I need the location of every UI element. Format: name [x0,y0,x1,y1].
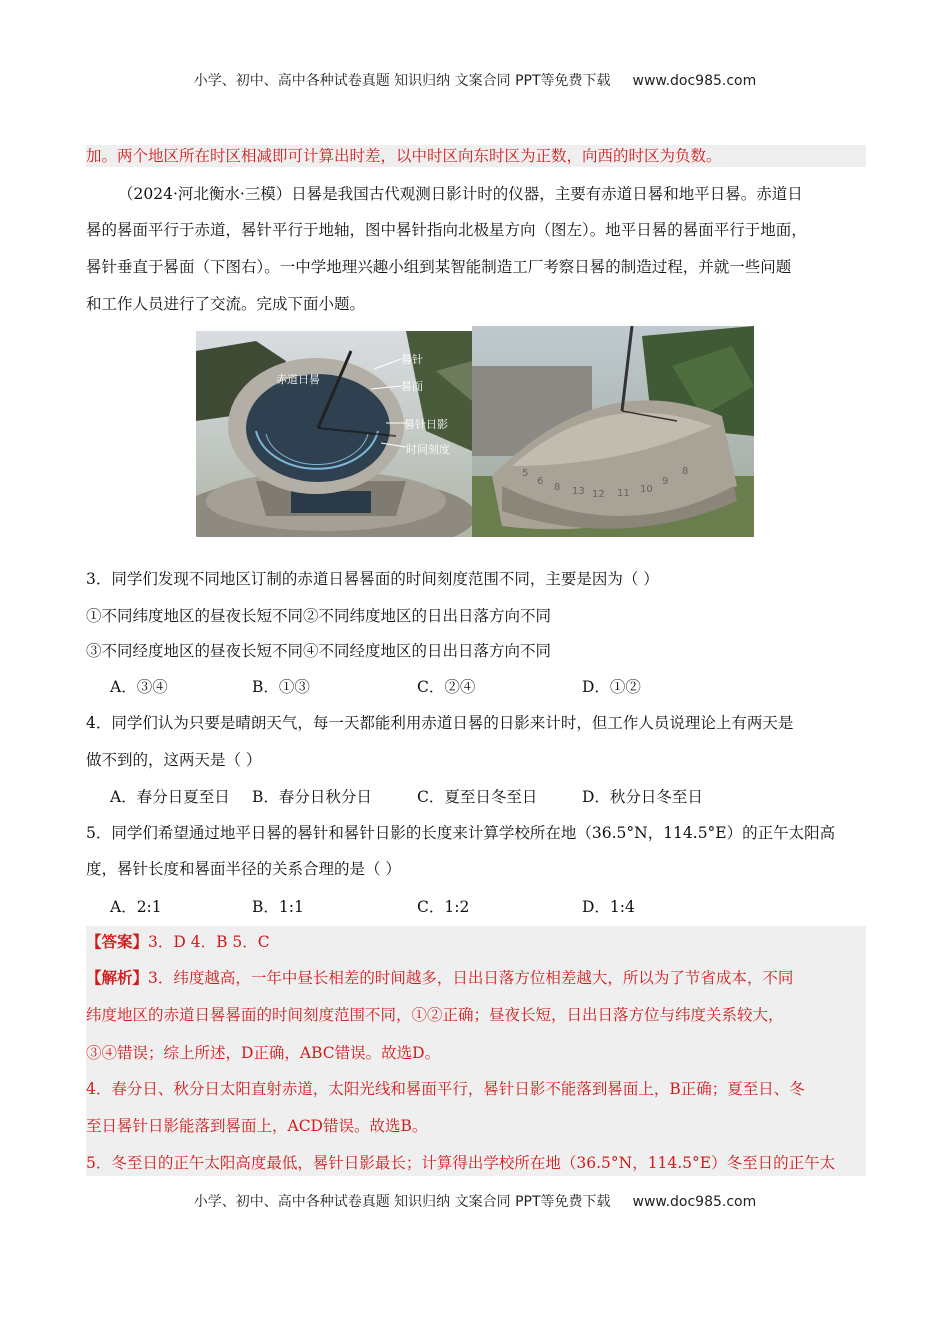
equatorial-sundial-illustration [196,331,472,537]
q4-option-b[interactable]: B．春分日秋分日 [252,788,372,806]
svg-text:10: 10 [640,484,653,495]
q5-option-b[interactable]: B．1:1 [252,898,304,916]
answer-text: 3．D 4．B 5．C [148,933,270,951]
intro-continued: 加。两个地区所在时区相减即可计算出时差，以中时区向东时区为正数，向西的时区为负数。 [86,145,866,167]
q4-options [0,786,950,808]
analysis-text-1: 3．纬度越高，一年中昼长相差的时间越多，日出日落方位相差越大，所以为了节省成本，不同 [148,969,794,987]
q3-line2: ①不同纬度地区的昼夜长短不同②不同纬度地区的日出日落方向不同 [86,607,552,625]
analysis-line-3: ③④错误；综上所述，D正确，ABC错误。故选D。 [86,1044,441,1062]
footer-url[interactable]: www.doc985.com [632,1194,757,1210]
footer-text: 小学、初中、高中各种试卷真题 知识归纳 文案合同 PPT等免费下载 [193,1194,611,1210]
equatorial-sundial-photo [196,331,472,537]
passage-line-2: 晷的晷面平行于赤道，晷针平行于地轴，图中晷针指向北极星方向（图左）。地平日晷的晷面平行于地面， [86,221,807,239]
svg-text:8: 8 [682,466,689,477]
analysis-line-4: 4．春分日、秋分日太阳直射赤道，太阳光线和晷面平行，晷针日影不能落到晷面上，B正确；夏至日、冬 [86,1080,805,1098]
q3-options [0,676,950,698]
svg-text:13: 13 [572,486,585,497]
passage-line-1: （2024·河北衡水·三模）日晷是我国古代观测日影计时的仪器，主要有赤道日晷和地平日晷。赤道日 [118,185,803,203]
q5-option-a[interactable]: A．2:1 [110,898,162,916]
q5-options [0,896,950,918]
header-url[interactable]: www.doc985.com [632,73,757,89]
q3-option-c[interactable]: C．②④ [417,678,476,696]
q4-option-d[interactable]: D．秋分日冬至日 [582,788,703,806]
passage-line-4: 和工作人员进行了交流。完成下面小题。 [86,295,366,313]
label-shadow: 晷针日影 [404,418,448,431]
q4-option-c[interactable]: C．夏至日冬至日 [417,788,538,806]
passage-line-3: 晷针垂直于晷面（下图右）。一中学地理兴趣小组到某智能制造工厂考察日晷的制造过程，并就一些问题 [86,258,792,276]
label-dial-name: 赤道日晷 [276,373,320,386]
svg-text:6: 6 [537,476,544,487]
q4-stem: 4．同学们认为只要是晴朗天气，每一天都能利用赤道日晷的日影来计时，但工作人员说理论上有两天是 [86,714,794,732]
answer-line [86,931,866,953]
q4-stem2: 做不到的，这两天是（ ） [86,751,262,769]
analysis-line-2: 纬度地区的赤道日晷晷面的时间刻度范围不同，①②正确；昼夜长短，日出日落方位与纬度关系较大， [86,1006,784,1024]
answer-tag: 【答案】 [86,932,149,951]
q3-line3: ③不同经度地区的昼夜长短不同④不同经度地区的日出日落方向不同 [86,642,552,660]
label-face: 晷面 [401,380,423,393]
analysis-line-1 [86,967,866,989]
label-needle: 晷针 [401,353,423,366]
page-footer [0,1191,950,1211]
page-header [0,70,950,90]
q3-option-d[interactable]: D．①② [582,678,641,696]
svg-text:9: 9 [662,476,669,487]
q4-option-a[interactable]: A．春分日夏至日 [110,788,230,806]
q5-stem2: 度，晷针长度和晷面半径的关系合理的是（ ） [86,860,401,878]
analysis-line-6: 5．冬至日的正午太阳高度最低，晷针日影最长；计算得出学校所在地（36.5°N，114.5°E）冬至日的正午太 [86,1154,836,1172]
svg-text:11: 11 [617,488,630,499]
header-text: 小学、初中、高中各种试卷真题 知识归纳 文案合同 PPT等免费下载 [193,73,611,89]
q3-option-a[interactable]: A．③④ [110,678,168,696]
horizontal-sundial-photo [472,326,754,537]
q5-option-c[interactable]: C．1:2 [417,898,470,916]
horizontal-sundial-illustration [472,326,754,537]
svg-text:8: 8 [554,482,561,493]
svg-text:5: 5 [522,468,529,479]
label-scale: 时间刻度 [406,443,450,456]
q3-stem: 3．同学们发现不同地区订制的赤道日晷晷面的时间刻度范围不同，主要是因为（ ） [86,570,659,588]
analysis-tag: 【解析】 [86,968,149,987]
q5-option-d[interactable]: D．1:4 [582,898,635,916]
svg-text:12: 12 [592,489,605,500]
q5-stem: 5．同学们希望通过地平日晷的晷针和晷针日影的长度来计算学校所在地（36.5°N，114.5°E）的正午太阳高 [86,824,836,842]
analysis-line-5: 至日晷针日影能落到晷面上，ACD错误。故选B。 [86,1117,428,1135]
q3-option-b[interactable]: B．①③ [252,678,310,696]
